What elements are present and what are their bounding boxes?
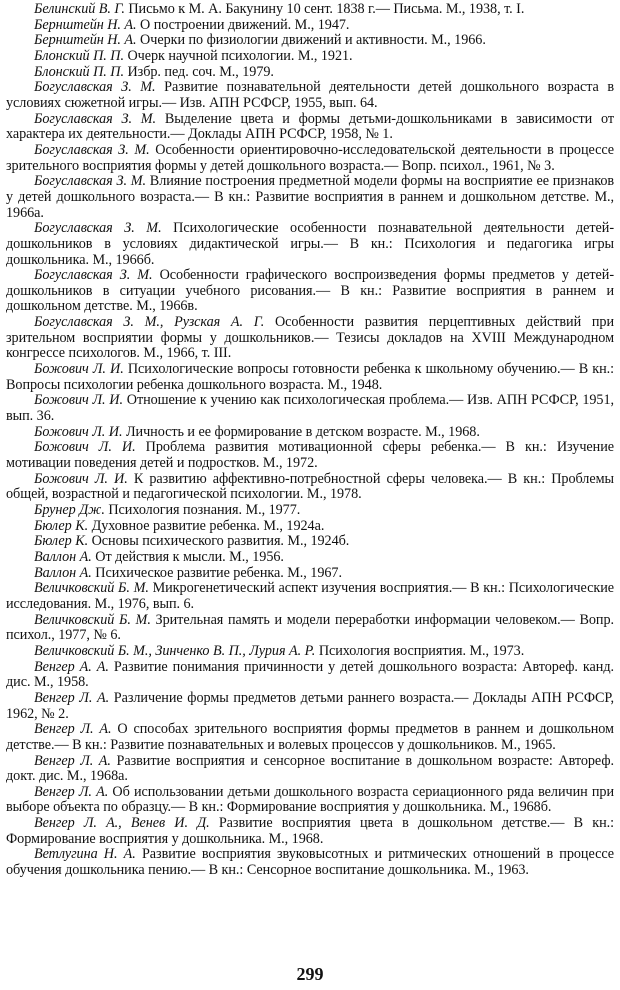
bibliography-entry — [6, 644, 614, 660]
entry-author: Бюлер К. — [34, 517, 89, 534]
bibliography-entry — [6, 691, 614, 722]
entry-author: Величковский Б. М. — [34, 611, 151, 628]
entry-author: Блонский П. П. — [34, 47, 124, 64]
entry-text: Отношение к учению как психологическая проблема.— Изв. АПН РСФСР, 1951, вып. 36. — [6, 392, 614, 425]
bibliography-entry — [6, 393, 614, 424]
entry-text: Очерки по физиологии движений и активности. М., 1966. — [140, 32, 486, 49]
entry-text: Особенности ориентировочно-исследовательской деятельности в процессе зрительного восприятия формы у детей дошкольного возраста.— Вопр. психол., 1961, № 3. — [6, 141, 615, 174]
entry-author: Венгер Л. А. — [34, 689, 110, 706]
entry-text: О построении движений. М., 1947. — [140, 16, 350, 33]
entry-text: Очерк научной психологии. М., 1921. — [127, 47, 353, 64]
bibliography-entry — [6, 268, 614, 315]
entry-author: Валлон А. — [34, 548, 92, 565]
entry-text: Психологические особенности познавательной деятельности детей-дошкольников в условиях дидактической игры.— В кн.: Психология и педагогика игры дошкольника. М., 1966б. — [6, 220, 614, 268]
bibliography-entry — [6, 65, 614, 81]
entry-author: Величковский Б. М. — [34, 580, 149, 597]
bibliography-entry — [6, 722, 614, 753]
entry-author: Бернштейн Н. А. — [34, 32, 137, 49]
entry-author: Бюлер К. — [34, 533, 89, 550]
entry-author: Богуславская З. М. — [34, 141, 150, 158]
entry-author: Богуславская З. М., Рузская А. Г. — [34, 314, 265, 331]
entry-text: Личность и ее формирование в детском возрасте. М., 1968. — [125, 423, 480, 440]
entry-author: Божович Л. И. — [34, 470, 128, 487]
bibliography-entry — [6, 49, 614, 65]
entry-text: Проблема развития мотивационной сферы ребенка.— В кн.: Изучение мотивации поведения детей и подростков. М., 1972. — [6, 439, 614, 472]
bibliography-list — [6, 2, 614, 879]
entry-text: От действия к мысли. М., 1956. — [95, 548, 284, 565]
entry-text: Основы психического развития. М., 1924б. — [91, 533, 350, 550]
entry-text: Особенности развития перцептивных действий при зрительном восприятии формы у дошкольников.— Тезисы докладов на XVIII Международном конгрессе психологов. М., 1966, т. III. — [6, 314, 615, 362]
entry-author: Венгер Л. А. — [34, 783, 109, 800]
entry-text: Влияние построения предметной модели формы на восприятие ее признаков у детей дошкольного возраста.— В кн.: Развитие восприятия в раннем и дошкольном детстве. М., 1966а. — [6, 173, 615, 221]
bibliography-entry — [6, 566, 614, 582]
bibliography-entry — [6, 581, 614, 612]
entry-author: Ветлугина Н. А. — [34, 846, 136, 863]
entry-text: Об использовании детьми дошкольного возраста сериационного ряда величин при выборе объекта по образцу.— В кн.: Формирование восприятия у дошкольника. М., 1968б. — [6, 783, 614, 816]
bibliography-entry — [6, 440, 614, 471]
entry-author: Богуславская З. М. — [34, 110, 157, 127]
entry-text: Развитие понимания причинности у детей дошкольного возраста: Автореф. канд. дис. М., 1958. — [6, 658, 614, 691]
entry-text: Микрогенетический аспект изучения восприятия.— В кн.: Психологические исследования. М., 1976, вып. 6. — [6, 580, 614, 612]
entry-text: Психология познания. М., 1977. — [108, 502, 301, 518]
bibliography-entry — [6, 33, 614, 49]
entry-author: Божович Л. И. — [34, 439, 136, 456]
entry-text: Различение формы предметов детьми раннего возраста.— Доклады АПН РСФСР, 1962, № 2. — [6, 689, 614, 722]
entry-author: Венгер Л. А. — [34, 752, 111, 769]
entry-author: Божович Л. И. — [34, 361, 124, 378]
bibliography-entry — [6, 754, 614, 785]
bibliography-entry — [6, 519, 614, 535]
entry-author: Богуславская З. М. — [34, 220, 162, 237]
entry-text: О способах зрительного восприятия формы предметов в раннем и дошкольном детстве.— В кн.: Развитие познавательных и волевых процессов у дошкольников. М., 1965. — [6, 721, 614, 753]
bibliography-entry — [6, 425, 614, 441]
entry-author: Богуславская З. М. — [34, 267, 153, 284]
entry-author: Брунер Дж. — [34, 502, 105, 518]
entry-author: Блонский П. П. — [34, 63, 124, 80]
bibliography-entry — [6, 847, 614, 878]
bibliography-entry — [6, 112, 614, 143]
bibliography-entry — [6, 143, 614, 174]
bibliography-entry — [6, 18, 614, 34]
entry-text: Письмо к М. А. Бакунину 10 сент. 1838 г.— Письма. М., 1938, т. I. — [128, 1, 525, 17]
bibliography-entry — [6, 613, 614, 644]
entry-text: Развитие восприятия цвета в дошкольном детстве.— В кн.: Формирование восприятия у дошкольника. М., 1968. — [6, 815, 615, 847]
bibliography-entry — [6, 816, 614, 847]
entry-text: Выделение цвета и формы детьми-дошкольниками в зависимости от характера их деятельности.— Доклады АПН РСФСР, 1958, № 1. — [6, 110, 614, 143]
entry-author: Венгер Л. А. — [34, 721, 112, 738]
entry-author: Божович Л. И. — [34, 423, 123, 440]
entry-author: Венгер Л. А., Венев И. Д. — [34, 815, 210, 832]
entry-text: Развитие познавательной деятельности детей дошкольного возраста в условиях сюжетной игры.— Изв. АПН РСФСР, 1955, вып. 64. — [6, 79, 615, 111]
bibliography-entry — [6, 534, 614, 550]
bibliography-entry — [6, 503, 614, 519]
bibliography-entry — [6, 80, 614, 111]
page-number: 299 — [296, 964, 324, 984]
entry-text: Избр. пед. соч. М., 1979. — [127, 63, 274, 80]
entry-text: Духовное развитие ребенка. М., 1924а. — [91, 517, 325, 534]
entry-author: Божович Л. И. — [34, 392, 123, 409]
entry-text: Психологические вопросы готовности ребенка к школьному обучению.— В кн.: Вопросы психологии ребенка дошкольного возраста. М., 1948. — [6, 361, 615, 393]
bibliography-entry — [6, 550, 614, 566]
entry-author: Величковский Б. М., Зинченко В. П., Лурия А. Р. — [34, 642, 316, 659]
entry-text: Особенности графического воспроизведения формы предметов у детей-дошкольников в ситуации учебного рисования.— В кн.: Развитие восприятия в раннем и дошкольном детстве. М., 1966в. — [6, 267, 615, 315]
bibliography-entry — [6, 785, 614, 816]
bibliography-entry — [6, 660, 614, 691]
entry-text: Психология восприятия. М., 1973. — [318, 642, 525, 659]
entry-text: Развитие восприятия и сенсорное воспитание в дошкольном возрасте: Автореф. докт. дис. М., 1968а. — [6, 752, 614, 785]
entry-author: Валлон А. — [34, 564, 92, 581]
entry-author: Бернштейн Н. А. — [34, 16, 137, 33]
entry-text: К развитию аффективно-потребностной сферы человека.— В кн.: Проблемы общей, возрастной и педагогической психологии. М., 1978. — [6, 470, 614, 503]
bibliography-entry — [6, 221, 614, 268]
bibliography-entry — [6, 174, 614, 221]
entry-text: Развитие восприятия звуковысотных и ритмических отношений в процессе обучения дошкольника пению.— В кн.: Сенсорное воспитание дошкольника. М., 1963. — [6, 846, 614, 879]
bibliography-entry — [6, 315, 614, 362]
entry-author: Богуславская З. М. — [34, 173, 146, 190]
entry-author: Богуславская З. М. — [34, 79, 156, 96]
bibliography-entry — [6, 362, 614, 393]
bibliography-entry — [6, 472, 614, 503]
entry-author: Белинский В. Г. — [34, 1, 125, 17]
bibliography-entry — [6, 2, 614, 18]
entry-text: Психическое развитие ребенка. М., 1967. — [95, 564, 342, 581]
entry-text: Зрительная память и модели переработки информации человеком.— Вопр. психол., 1977, № 6. — [6, 611, 614, 644]
entry-author: Венгер А. А. — [34, 658, 109, 675]
